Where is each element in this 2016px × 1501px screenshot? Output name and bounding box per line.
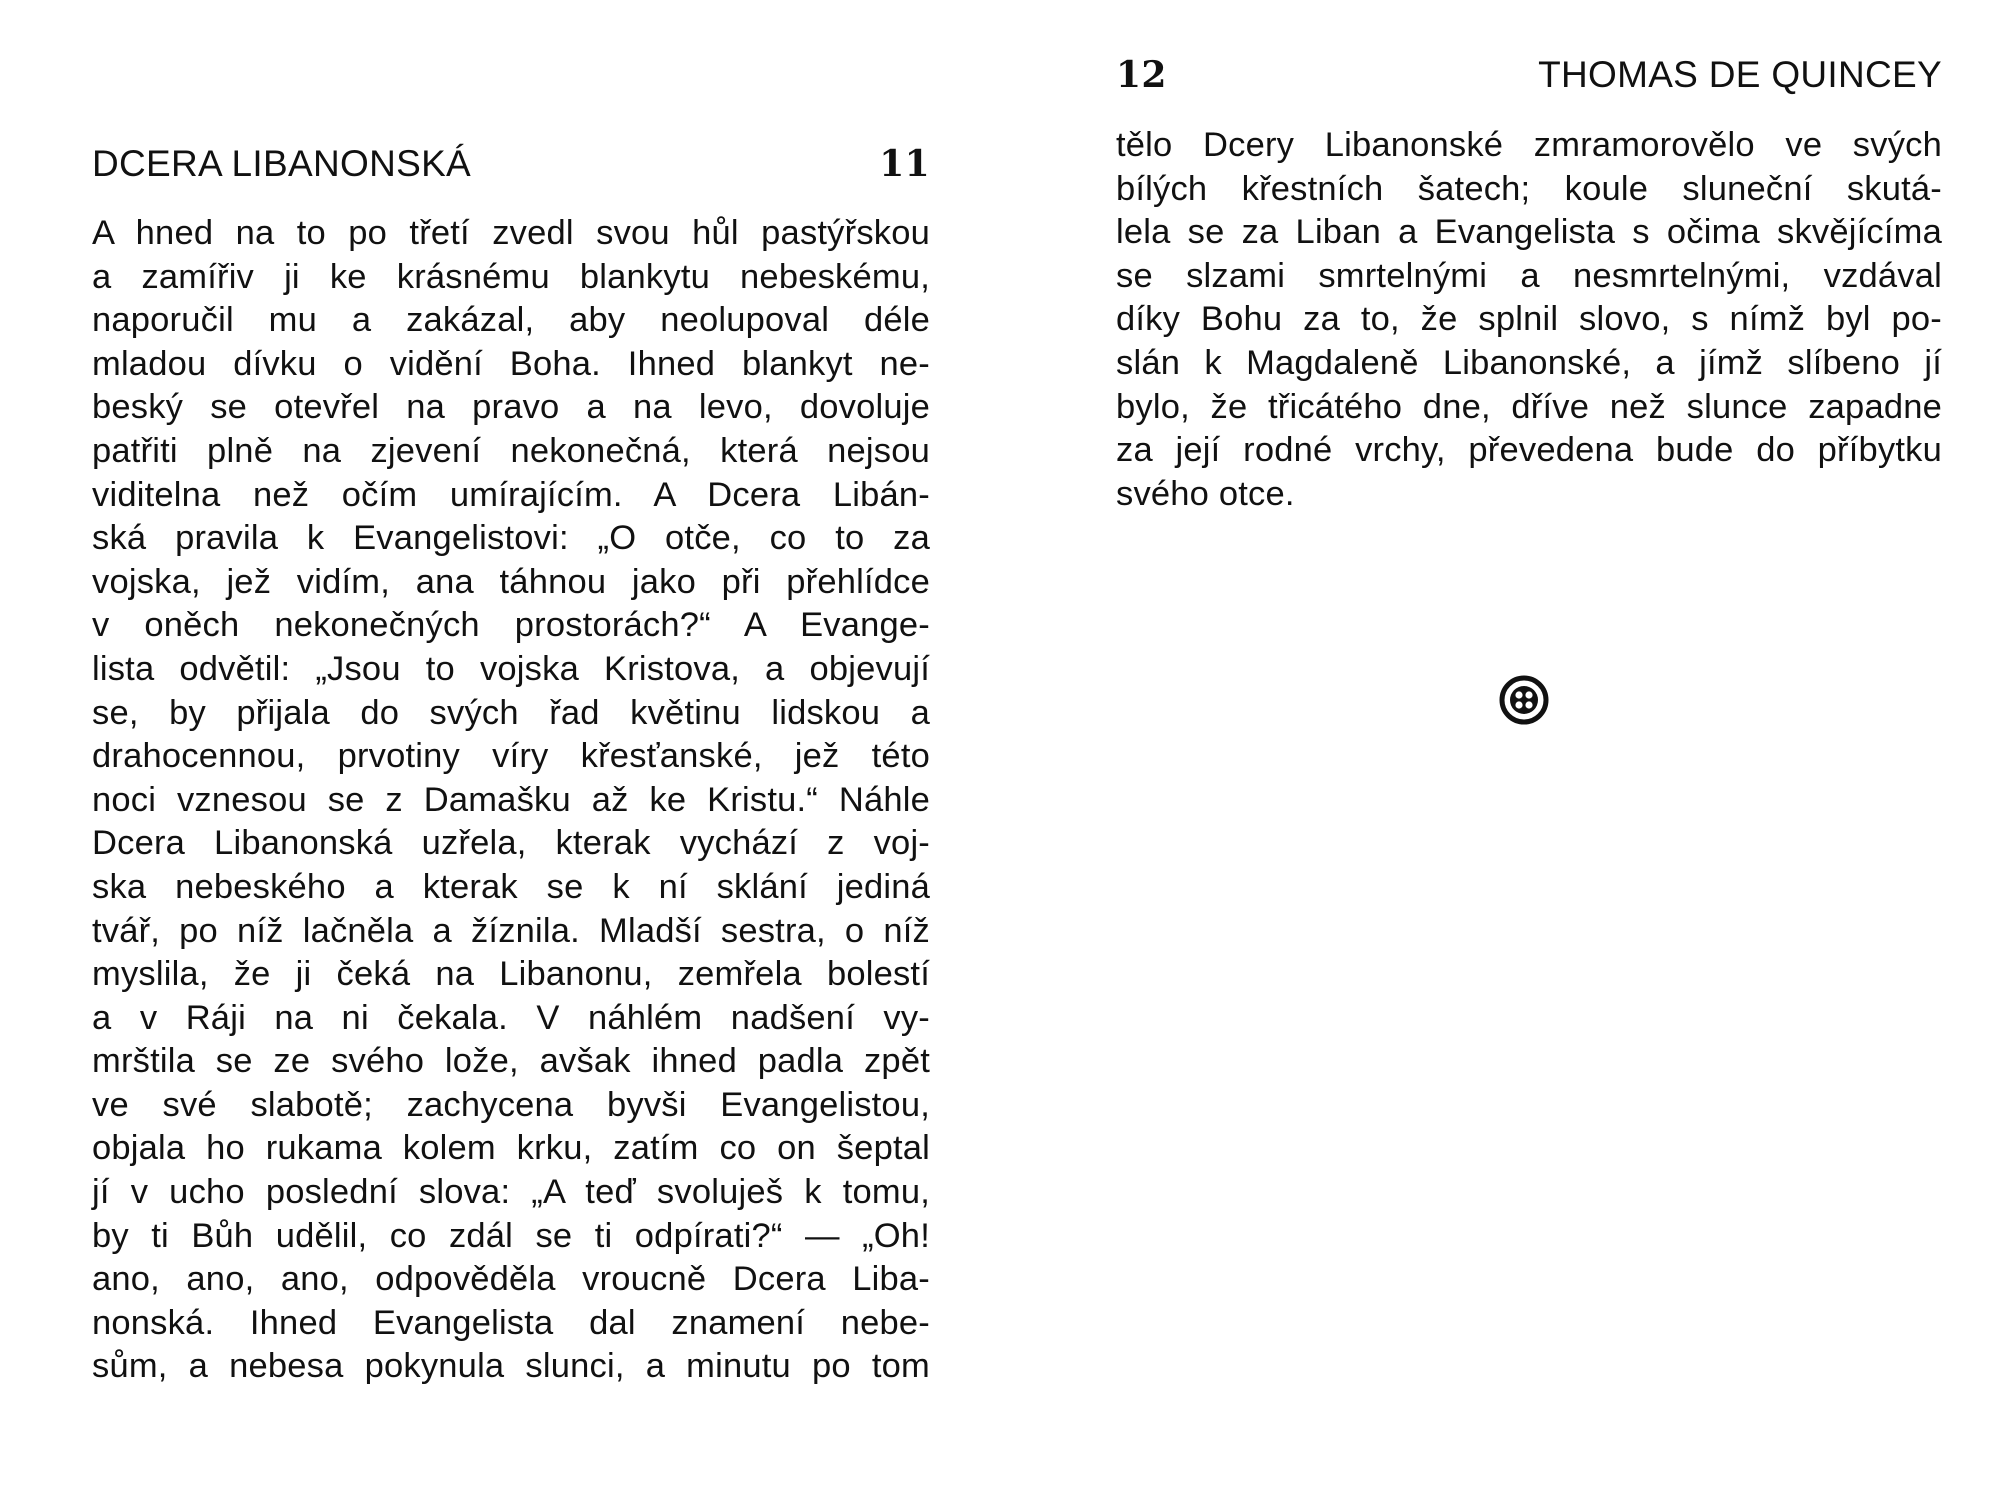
left-text-line: sům, a nebesa pokynula slunci, a minutu po tom <box>92 1347 930 1386</box>
left-text-line: A hned na to po třetí zvedl svou hůl pastýřskou <box>92 214 930 252</box>
left-text-line: viditelna než očím umírajícím. A Dcera Libán- <box>92 475 930 514</box>
left-text-line: v oněch nekonečných prostorách?“ A Evange- <box>92 606 930 645</box>
left-text-line: tvář, po níž lačněla a žíznila. Mladší sestra, o níž <box>92 911 930 950</box>
left-text-line: ano, ano, ano, odpověděla vroucně Dcera Liba- <box>92 1260 930 1299</box>
left-text-line: by ti Bůh udělil, co zdál se ti odpírati?“ — „Oh! <box>92 1216 930 1255</box>
right-text-line: bílých křestních šatech; koule sluneční skutá- <box>1116 169 1942 208</box>
left-text-line: Dcera Libanonská uzřela, kterak vychází z voj- <box>92 824 930 863</box>
left-text-line: mrštila se ze svého lože, avšak ihned padla zpět <box>92 1042 930 1081</box>
right-text-line: svého otce. <box>1116 474 1295 513</box>
left-text-line: jí v ucho poslední slova: „A teď svoluješ k tomu, <box>92 1173 930 1212</box>
left-text-line: drahocennou, prvotiny víry křesťanské, jež této <box>92 737 930 776</box>
four-dot-circle-ornament-icon <box>1498 674 1550 726</box>
left-page-number: 11 <box>879 143 930 185</box>
left-text-line: a zamířiv ji ke krásnému blankytu nebeskému, <box>92 257 930 296</box>
left-text-line: noci vznesou se z Damašku až ke Kristu.“ Náhle <box>92 780 930 819</box>
left-text-line: a v Ráji na ni čekala. V náhlém nadšení vy- <box>92 998 930 1037</box>
right-text-line: se slzami smrtelnými a nesmrtelnými, vzdával <box>1116 256 1942 295</box>
right-text-line: tělo Dcery Libanonské zmramorovělo ve svých <box>1116 126 1942 164</box>
right-page-number: 12 <box>1116 54 1167 96</box>
left-text-line: patřiti plně na zjevení nekonečná, která nejsou <box>92 431 930 470</box>
right-running-title: THOMAS DE QUINCEY <box>1538 54 1942 95</box>
left-text-line: myslila, že ji čeká na Libanonu, zemřela bolestí <box>92 955 930 994</box>
left-text-line: beský se otevřel na pravo a na levo, dovoluje <box>92 388 930 427</box>
left-text-line: naporučil mu a zakázal, aby neolupoval déle <box>92 301 930 340</box>
left-running-title: DCERA LIBANONSKÁ <box>92 143 472 184</box>
right-running-head <box>1116 54 1942 96</box>
right-text-line: díky Bohu za to, že splnil slovo, s nímž byl po- <box>1116 300 1942 339</box>
left-text-line: ská pravila k Evangelistovi: „O otče, co to za <box>92 519 930 558</box>
left-running-head <box>92 143 930 185</box>
left-text-line: nonská. Ihned Evangelista dal znamení nebe- <box>92 1303 930 1342</box>
right-text-line: bylo, že třicátého dne, dříve než slunce zapadne <box>1116 387 1942 426</box>
right-text-line: za její rodné vrchy, převedena bude do příbytku <box>1116 431 1942 470</box>
left-body-text <box>92 212 930 1389</box>
left-text-line: se, by přijala do svých řad květinu lidskou a <box>92 693 930 732</box>
right-text-line: slán k Magdaleně Libanonské, a jímž slíbeno jí <box>1116 343 1942 382</box>
left-text-line: lista odvětil: „Jsou to vojska Kristova, a objevují <box>92 649 930 688</box>
left-text-line: vojska, jež vidím, ana táhnou jako při přehlídce <box>92 562 930 601</box>
right-body-text <box>1116 124 1942 516</box>
right-text-line: lela se za Liban a Evangelista s očima skvějícíma <box>1116 213 1942 252</box>
left-text-line: mladou dívku o vidění Boha. Ihned blankyt ne- <box>92 344 930 383</box>
left-text-line: ska nebeského a kterak se k ní sklání jediná <box>92 867 930 906</box>
left-text-line: objala ho rukama kolem krku, zatím co on šeptal <box>92 1129 930 1168</box>
left-text-line: ve své slabotě; zachycena byvši Evangelistou, <box>92 1085 930 1124</box>
